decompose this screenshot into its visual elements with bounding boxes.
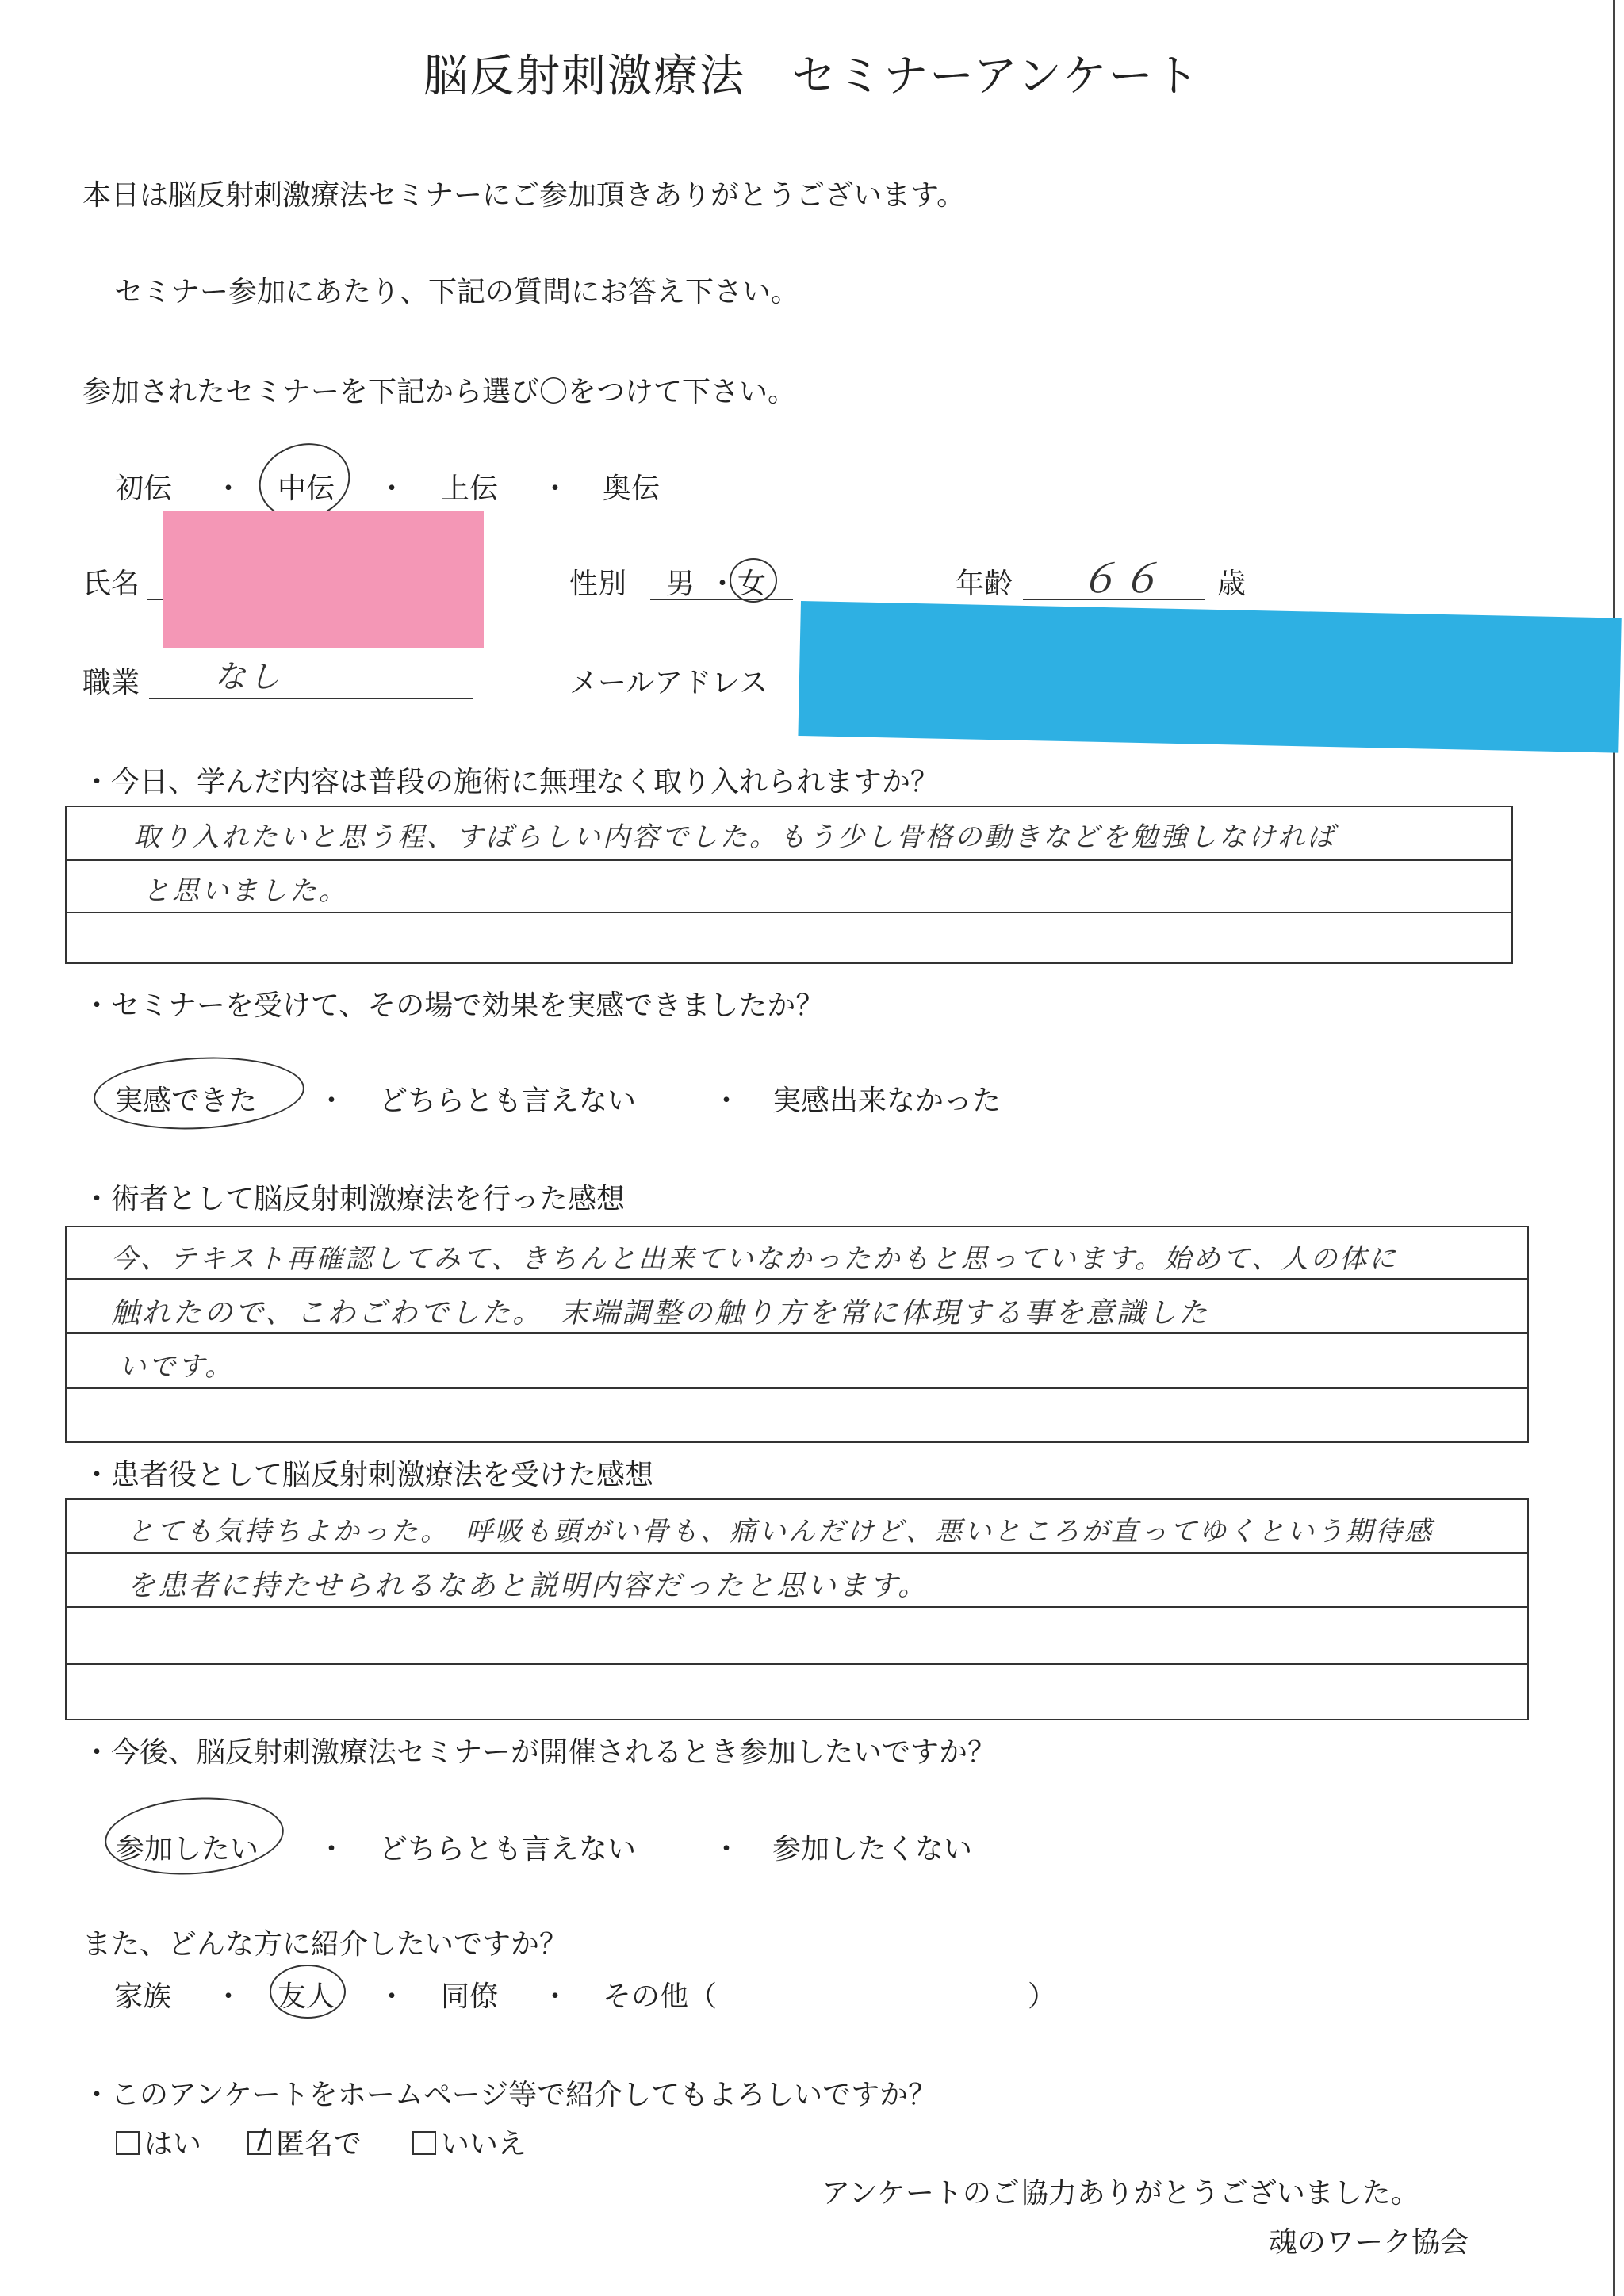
redaction-sticky-note bbox=[163, 511, 484, 648]
q1-answer-line-1: 取り入れたいと思う程、すばらしい内容でした。もう少し骨格の動きなどを勉強しなければ bbox=[133, 821, 1336, 853]
answer-rule bbox=[65, 1387, 1529, 1389]
gender-option-male[interactable]: 男 bbox=[666, 568, 695, 600]
separator-dot: ・ bbox=[214, 1980, 243, 2013]
page-edge bbox=[1613, 0, 1624, 2296]
intro-line-1: 本日は脳反射刺激療法セミナーにご参加頂きありがとうございます。 bbox=[82, 179, 966, 212]
publish-option-anonymous-label: 匿名で bbox=[276, 2128, 362, 2160]
age-underline bbox=[1023, 599, 1205, 600]
answer-rule bbox=[65, 1606, 1529, 1608]
intro-line-2: セミナー参加にあたり、下記の質問にお答え下さい。 bbox=[114, 276, 800, 308]
q5-option-neutral[interactable]: どちらとも言えない bbox=[379, 1833, 637, 1866]
q2-option-yes[interactable]: 実感できた bbox=[114, 1085, 258, 1117]
q2-option-no[interactable]: 実感出来なかった bbox=[772, 1085, 1002, 1117]
q4-answer-line-2: を患者に持たせられるなあと説明内容だったと思います。 bbox=[127, 1570, 929, 1602]
gender-underline bbox=[650, 599, 793, 600]
q5-option-no[interactable]: 参加したくない bbox=[772, 1833, 973, 1866]
answer-rule bbox=[65, 859, 1513, 861]
publish-question: ・このアンケートをホームページ等で紹介してもよろしいですか？ bbox=[82, 2079, 937, 2111]
checkbox-checked[interactable] bbox=[247, 2131, 271, 2155]
answer-rule bbox=[65, 1663, 1529, 1665]
publish-option-anonymous[interactable] bbox=[247, 2122, 362, 2162]
q3-answer-line-1: 今、テキスト再確認してみて、きちんと出来ていなかったかもと思っています。始めて、人の体に bbox=[111, 1243, 1399, 1275]
referral-option-family[interactable]: 家族 bbox=[114, 1980, 172, 2013]
answer-rule bbox=[65, 1552, 1529, 1554]
seminar-option-joden[interactable]: 上伝 bbox=[441, 473, 499, 505]
selection-circle bbox=[730, 558, 777, 603]
answer-rule bbox=[65, 1332, 1529, 1334]
separator-dot: ・ bbox=[712, 1085, 741, 1117]
age-unit: 歳 bbox=[1217, 568, 1247, 600]
q1-question: ・今日、学んだ内容は普段の施術に無理なく取り入れられますか？ bbox=[82, 766, 940, 798]
referral-option-friend[interactable]: 友人 bbox=[278, 1980, 335, 2013]
page-title: 脳反射刺激療法 セミナーアンケート bbox=[423, 51, 1201, 102]
publish-option-yes[interactable] bbox=[116, 2122, 201, 2162]
age-value[interactable]: ６６ bbox=[1078, 556, 1162, 602]
q2-question: ・セミナーを受けて、その場で効果を実感できましたか？ bbox=[82, 989, 825, 1022]
gender-option-female[interactable]: 女 bbox=[737, 568, 767, 600]
gender-label: 性別 bbox=[569, 568, 627, 600]
separator-dot: ・ bbox=[708, 568, 737, 600]
publish-option-no-label: いいえ bbox=[441, 2128, 527, 2160]
referral-option-colleague[interactable]: 同僚 bbox=[441, 1980, 499, 2013]
q1-answer-line-2: と思いました。 bbox=[143, 875, 348, 907]
job-underline bbox=[149, 698, 473, 699]
selection-circle bbox=[102, 1792, 286, 1881]
separator-dot: ・ bbox=[377, 1980, 407, 2013]
checkbox[interactable] bbox=[116, 2131, 140, 2155]
organization-name: 魂のワーク協会 bbox=[1269, 2226, 1469, 2259]
selection-circle bbox=[270, 1965, 346, 2019]
separator-dot: ・ bbox=[712, 1833, 741, 1866]
answer-rule bbox=[65, 1278, 1529, 1280]
selection-circle bbox=[92, 1052, 306, 1135]
answer-rule bbox=[65, 912, 1513, 913]
name-label: 氏名 bbox=[82, 568, 140, 600]
referral-close-paren: ） bbox=[1028, 1980, 1057, 2013]
q5-option-yes[interactable]: 参加したい bbox=[116, 1833, 259, 1866]
q2-option-neutral[interactable]: どちらとも言えない bbox=[379, 1085, 637, 1117]
seminar-option-okuden[interactable]: 奥伝 bbox=[603, 473, 661, 505]
separator-dot: ・ bbox=[541, 1980, 570, 2013]
age-label: 年齢 bbox=[956, 568, 1013, 600]
separator-dot: ・ bbox=[317, 1085, 347, 1117]
separator-dot: ・ bbox=[317, 1833, 347, 1866]
publish-option-yes-label: はい bbox=[144, 2128, 202, 2160]
separator-dot: ・ bbox=[377, 473, 407, 505]
referral-option-other[interactable]: その他（ bbox=[603, 1980, 718, 2013]
checkbox[interactable] bbox=[412, 2131, 436, 2155]
referral-question: また、どんな方に紹介したいですか？ bbox=[82, 1928, 569, 1961]
job-value[interactable]: なし bbox=[214, 659, 282, 695]
q4-answer-line-1: とても気持ちよかった。 呼吸も頭がい骨も、痛いんだけど、悪いところが直ってゆくという期待感 bbox=[127, 1516, 1434, 1548]
q3-answer-line-3: いです。 bbox=[119, 1351, 235, 1383]
redaction-sticky-note bbox=[798, 601, 1621, 753]
thanks-text: アンケートのご協力ありがとうございました。 bbox=[822, 2177, 1419, 2210]
job-label: 職業 bbox=[82, 667, 140, 699]
seminar-option-shoden[interactable]: 初伝 bbox=[115, 473, 173, 505]
seminar-option-chuden[interactable]: 中伝 bbox=[278, 473, 335, 505]
q3-answer-line-2: 触れたので、こわごわでした。 末端調整の触り方を常に体現する事を意識した bbox=[111, 1297, 1210, 1330]
email-label: メールアドレス bbox=[569, 667, 768, 699]
separator-dot: ・ bbox=[541, 473, 570, 505]
q4-question: ・患者役として脳反射刺激療法を受けた感想 bbox=[82, 1459, 654, 1491]
separator-dot: ・ bbox=[214, 473, 243, 505]
intro-line-3: 参加されたセミナーを下記から選び〇をつけて下さい。 bbox=[82, 376, 797, 408]
q3-question: ・術者として脳反射刺激療法を行った感想 bbox=[82, 1183, 626, 1215]
publish-option-no[interactable] bbox=[412, 2122, 527, 2162]
q5-question: ・今後、脳反射刺激療法セミナーが開催されるとき参加したいですか？ bbox=[82, 1736, 997, 1769]
